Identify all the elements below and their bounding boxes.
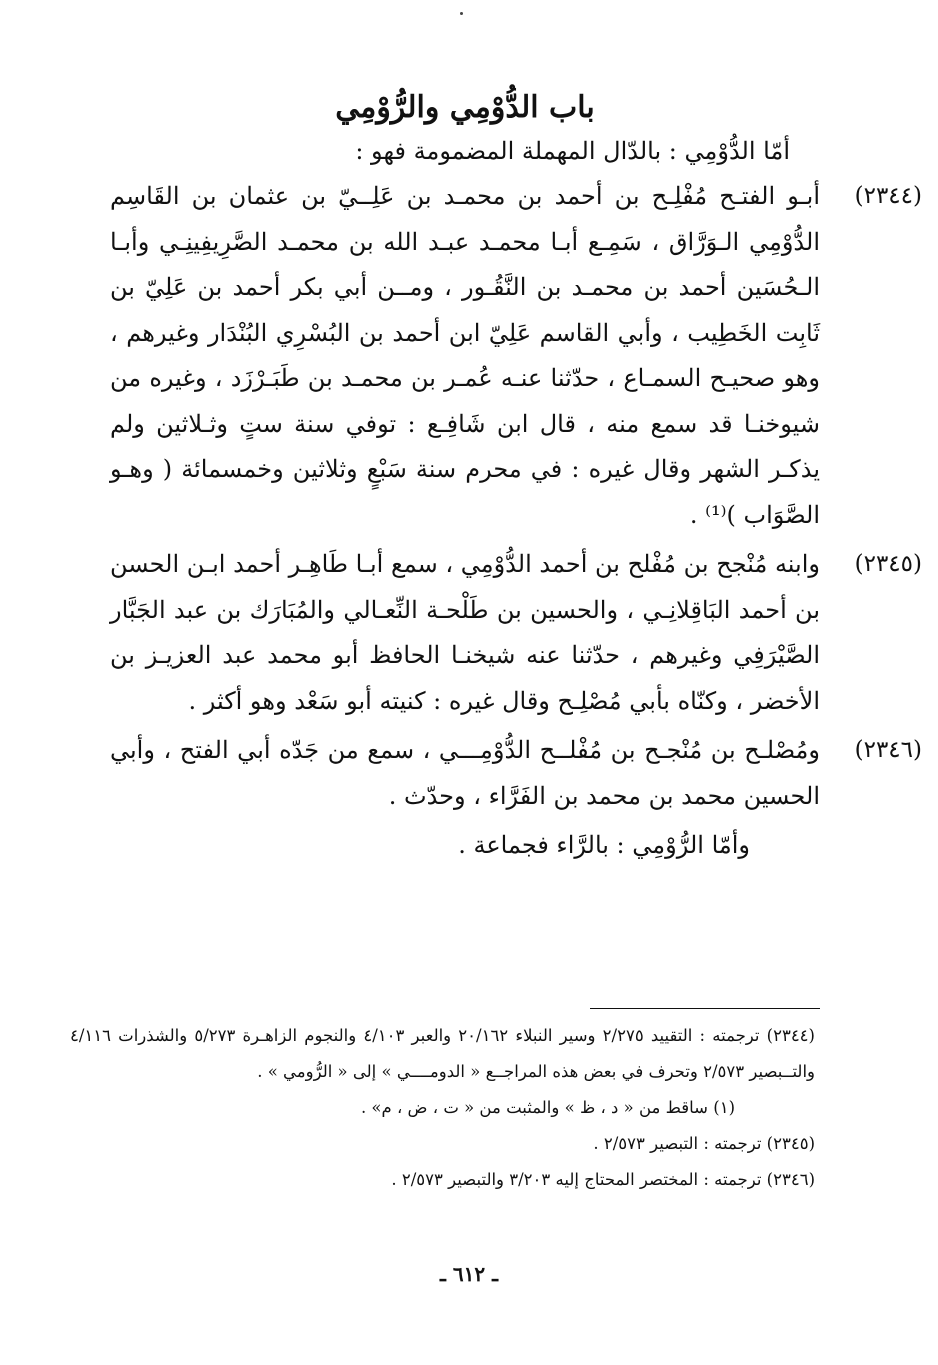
footnote-number: (٢٣٤٦) xyxy=(766,1170,815,1189)
footnote xyxy=(70,1126,815,1162)
footnote xyxy=(70,1162,815,1198)
entry xyxy=(110,542,922,724)
footnote-number: (٢٣٤٤) xyxy=(766,1026,815,1045)
footnote-text: ترجمته : التبصير ٢/٥٧٣ . xyxy=(593,1134,762,1153)
entry-text: أبـو الفتـح مُفْلِـح بن أحمد بن محمـد بن عَلِــيّ بن عثمان بن القَاسِم الدُّوْمِي الـوَرَّاق ، سَمِـع أبـا محمـد عبـد الله بن محمـد الصَّرِيفِينِـي وأبـا الـحُسَين أحمد بن محمـد بن النَّقُـور ، ومــن أبي بكر أحمد بن عَلِيّ بن ثَابِت الخَطِيب ، وأبي القاسم عَلِيّ ابن أحمد بن البُسْرِي البُنْدَار وغيرهم ، وهو صحيـح السمـاع ، حدّثنا عنـه عُمـر بن محمـد بن طَبَـرْزَد ، وغيره من شيوخنـا قد سمع منه ، قال ابن شَافِـع : توفي سنة ستٍ وثـلاثين ولم يذكـر الشهر وقال غيره : في محرم سنة سَبْعٍ وثلاثين وخمسمائة ( وهـو الصَّوَاب )⁽¹⁾ . xyxy=(110,182,820,529)
entry-number: (٢٣٤٤) xyxy=(854,183,922,209)
footnote-text: ساقط من « د ، ظ » والمثبت من « ت ، ض ، م» . xyxy=(360,1098,708,1117)
entry-number: (٢٣٤٦) xyxy=(854,737,922,763)
entry-number: (٢٣٤٥) xyxy=(854,551,922,577)
entry xyxy=(110,174,922,538)
footnote-divider xyxy=(590,1008,820,1009)
entry-text: وابنه مُنْجح بن مُفْلح بن أحمد الدُّوْمِي ، سمع أبـا طَاهِـر أحمد ابـن الحسن بن أحمد البَاقِلانِـي ، والحسين بن طَلْحـة النِّعـالي والمُبَارَك بن عبد الجَبَّار الصَّيْرَفِي وغيرهم ، حدّثنا عنه شيخنـا الحافظ أبو محمد عبد العزيـز بن الأخضر ، وكنّاه بأبي مُصْلِـح وقال غيره : كنيته أبو سَعْد وهو أكثر . xyxy=(110,550,821,715)
page-body xyxy=(110,80,922,867)
footnote-number: (١) xyxy=(713,1098,735,1117)
intro-line: أمّا الدُّوْمِي : بالدّال المهملة المضمومة فهو : xyxy=(355,137,790,165)
closing-line: وأمّا الرُّوْمِي : بالرَّاء فجماعة . xyxy=(458,831,750,859)
entry xyxy=(110,728,922,819)
footnotes xyxy=(70,1018,815,1198)
chapter-title: باب الدُّوْمِي والرُّوْمِي xyxy=(335,90,595,125)
footnote xyxy=(70,1018,815,1090)
footnote-number: (٢٣٤٥) xyxy=(766,1134,815,1153)
entry-text: ومُصْلـح بن مُنْجـح بن مُفْلــح الدُّوْمِـــي ، سمع من جَدّه أبي الفتح ، وأبي الحسين محمد بن محمد بن الفَرَّاء ، وحدّث . xyxy=(110,736,821,810)
footnote-text: ترجمته : المختصر المحتاج إليه ٣/٢٠٣ والتبصير ٢/٥٧٣ . xyxy=(391,1170,762,1189)
footnote-text: ترجمته : التقييد ٢/٢٧٥ وسير النبلاء ٢٠/١٦٢ والعبر ٤/١٠٣ والنجوم الزاهـرة ٥/٢٧٣ والشذرات ٤/١١٦ والتــبصير ٢/٥٧٣ وتحرف في بعض هذه المراجــع « الدومــــي » إلى « الرُّومي » . xyxy=(70,1026,815,1081)
speck xyxy=(460,12,463,15)
page-number: ـ ٦١٢ ـ xyxy=(440,1262,498,1286)
footnote xyxy=(70,1090,735,1126)
